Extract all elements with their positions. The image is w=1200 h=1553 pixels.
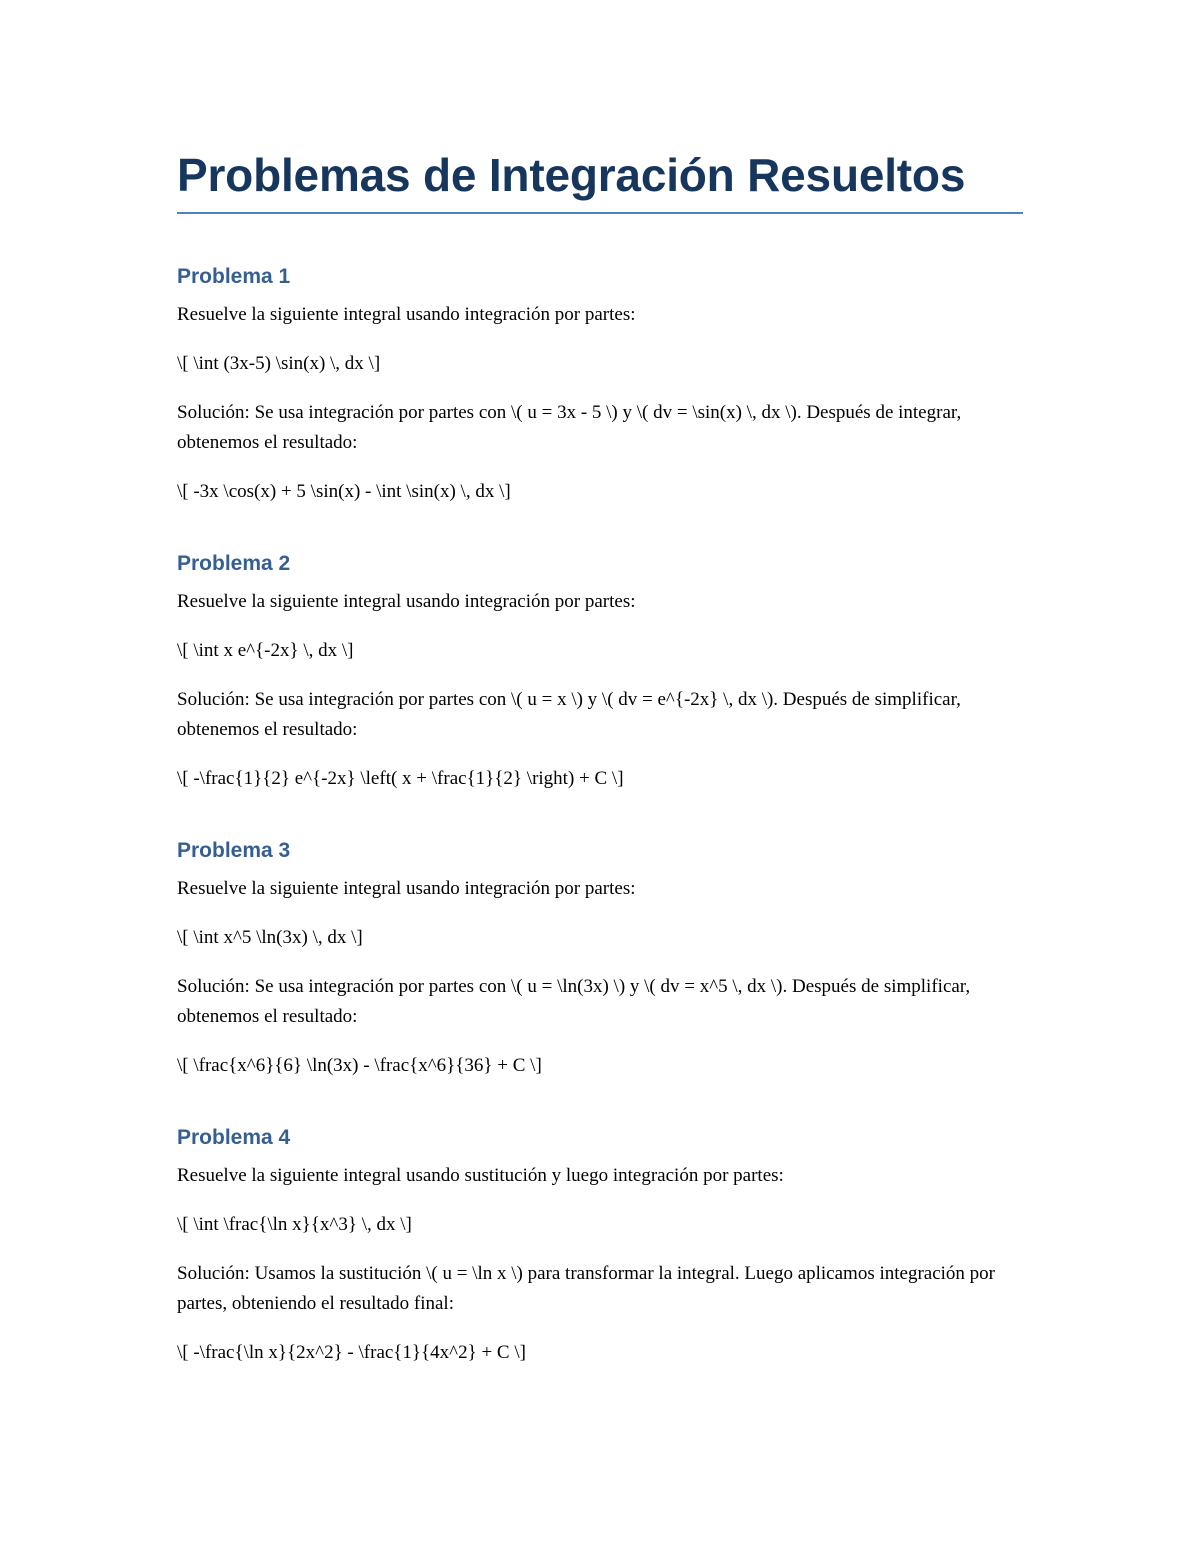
problem-statement: Resuelve la siguiente integral usando integración por partes: — [177, 878, 636, 899]
problem-integral: \[ \int (3x-5) \sin(x) \, dx \] — [177, 353, 381, 374]
problem-solution: Solución: Se usa integración por partes con \( u = x \) y \( dv = e^{-2x} \, dx \). Después de simplificar, obtenemos el resultado: — [177, 689, 961, 740]
problem-1 — [177, 264, 1023, 507]
problem-4 — [177, 1125, 1023, 1368]
problem-result: \[ \frac{x^6}{6} \ln(3x) - \frac{x^6}{36} + C \] — [177, 1055, 542, 1076]
problem-integral: \[ \int \frac{\ln x}{x^3} \, dx \] — [177, 1214, 412, 1235]
problem-statement: Resuelve la siguiente integral usando integración por partes: — [177, 304, 636, 325]
problem-2 — [177, 551, 1023, 794]
problem-heading: Problema 4 — [177, 1126, 291, 1149]
problem-result: \[ -\frac{\ln x}{2x^2} - \frac{1}{4x^2} + C \] — [177, 1342, 526, 1363]
problem-statement: Resuelve la siguiente integral usando integración por partes: — [177, 591, 636, 612]
problem-solution: Solución: Se usa integración por partes con \( u = 3x - 5 \) y \( dv = \sin(x) \, dx \). Después de integrar, obtenemos el resultado: — [177, 402, 962, 453]
problem-result: \[ -\frac{1}{2} e^{-2x} \left( x + \frac{1}{2} \right) + C \] — [177, 768, 624, 789]
problem-heading: Problema 1 — [177, 265, 291, 288]
problem-statement: Resuelve la siguiente integral usando sustitución y luego integración por partes: — [177, 1165, 784, 1186]
problem-integral: \[ \int x e^{-2x} \, dx \] — [177, 640, 354, 661]
document-page — [177, 146, 1023, 1412]
problem-solution: Solución: Se usa integración por partes con \( u = \ln(3x) \) y \( dv = x^5 \, dx \). Después de simplificar, obtenemos el resultado: — [177, 976, 971, 1027]
problem-3 — [177, 838, 1023, 1081]
document-title: Problemas de Integración Resueltos — [177, 149, 966, 201]
problem-result: \[ -3x \cos(x) + 5 \sin(x) - \int \sin(x) \, dx \] — [177, 481, 511, 502]
problem-integral: \[ \int x^5 \ln(3x) \, dx \] — [177, 927, 363, 948]
title-divider — [177, 212, 1023, 214]
problem-solution: Solución: Usamos la sustitución \( u = \ln x \) para transformar la integral. Luego aplicamos integración por partes, obteniendo el resultado final: — [177, 1263, 996, 1314]
problem-heading: Problema 3 — [177, 839, 291, 862]
problem-heading: Problema 2 — [177, 552, 291, 575]
